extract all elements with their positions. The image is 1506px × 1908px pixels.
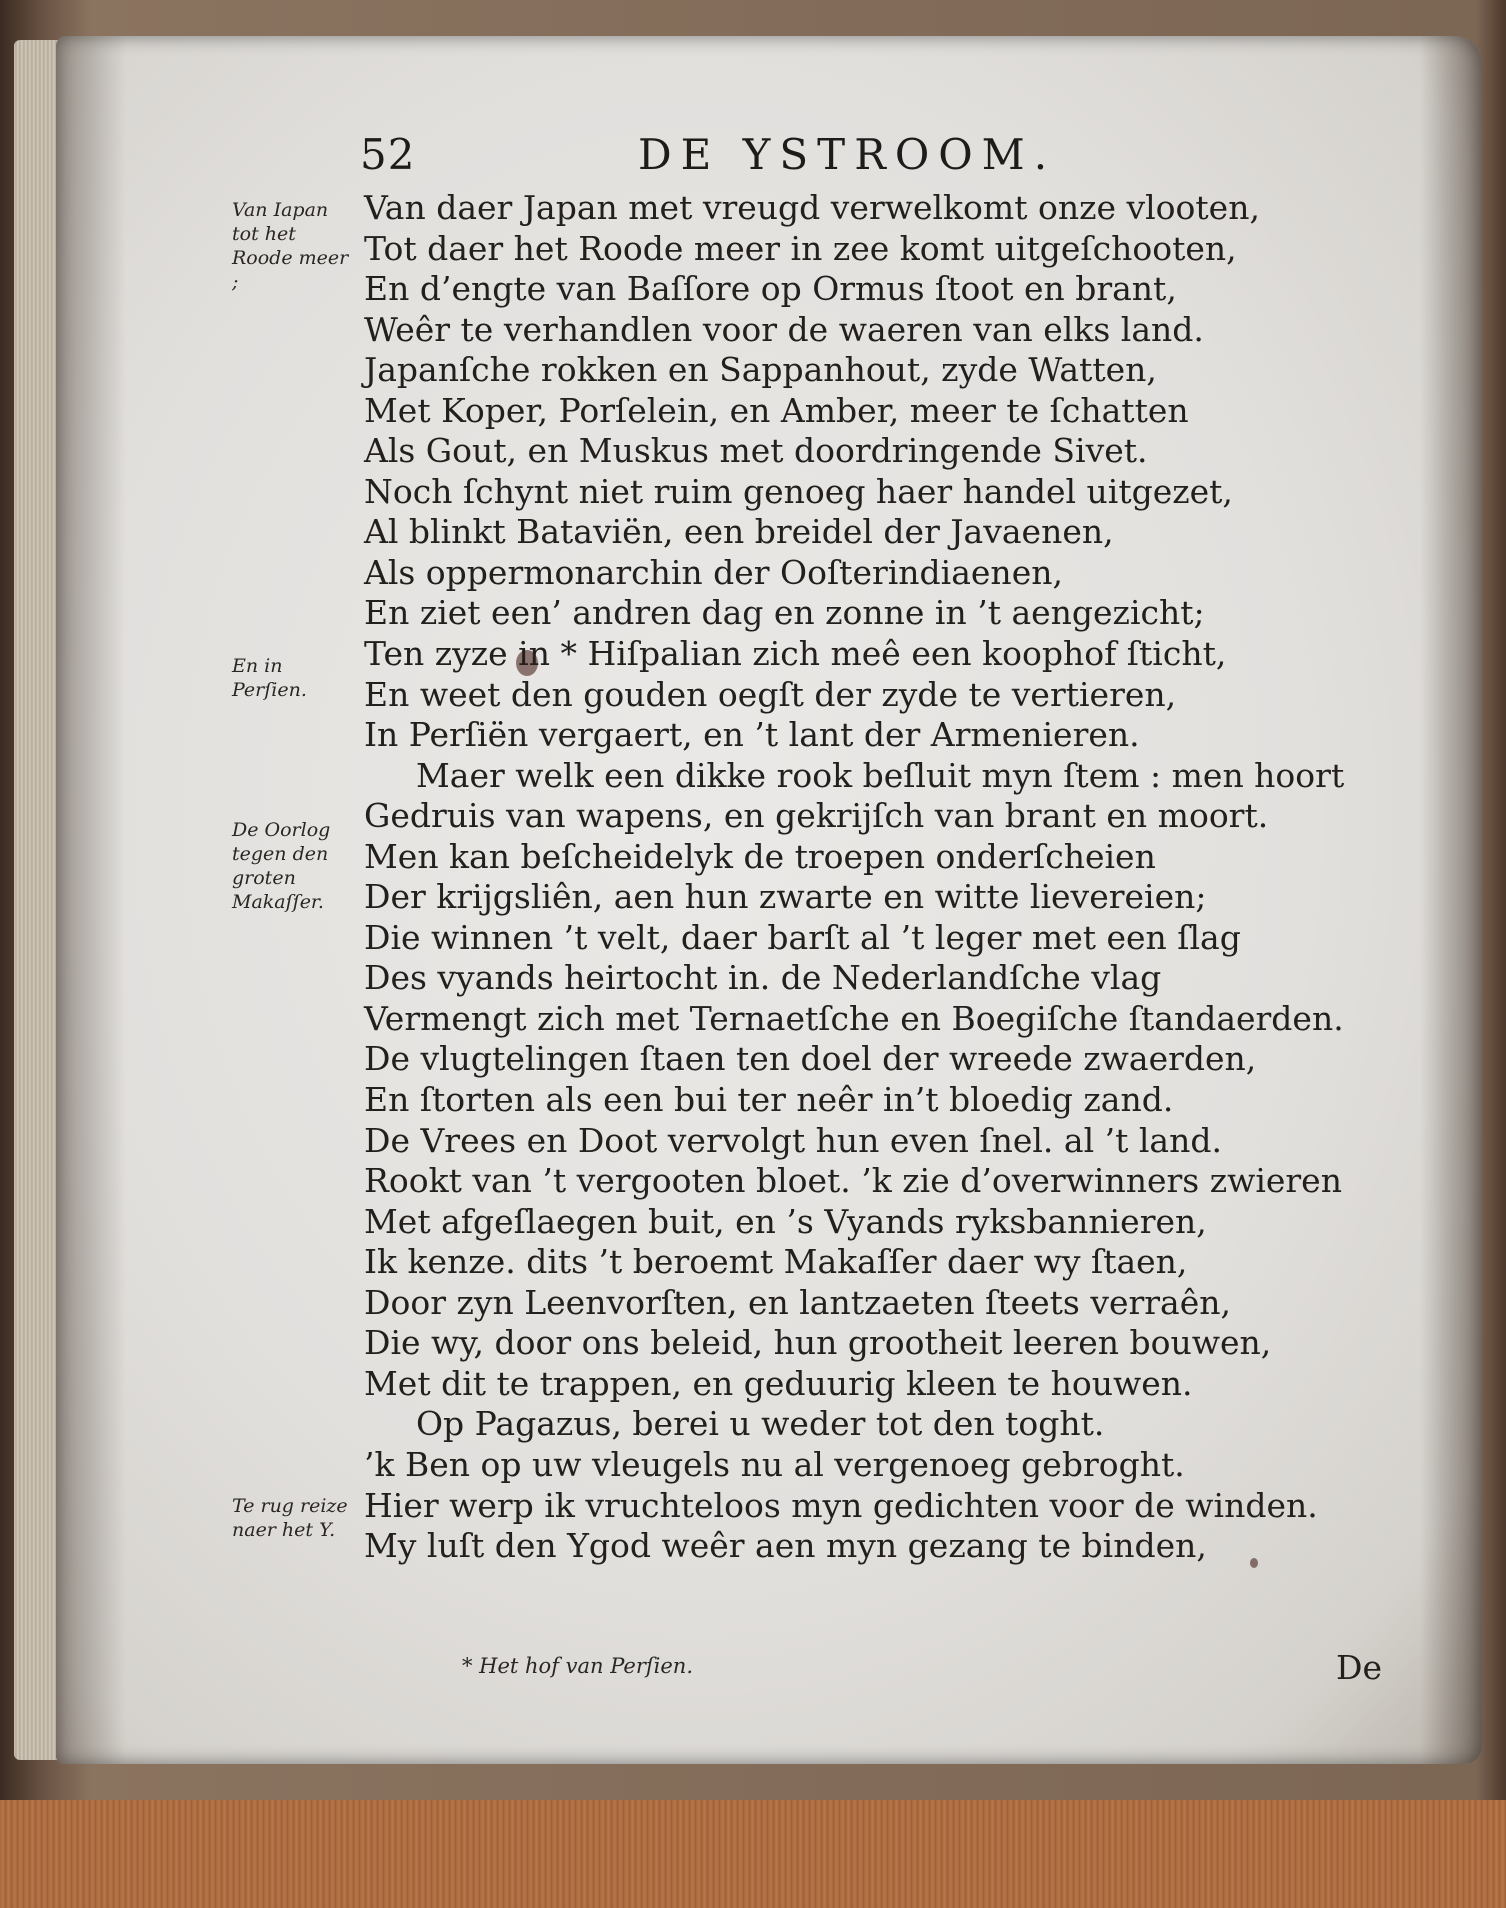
margin-note: Te rug reize naer het Y. xyxy=(232,1495,348,1541)
poem-line: ’k Ben op uw vleugels nu al vergenoeg gebroght. xyxy=(364,1444,1185,1484)
poem-line: De vlugtelingen ſtaen ten doel der wreede zwaerden, xyxy=(364,1039,1257,1079)
poem-line: Vermengt zich met Ternaetſche en Boegiſche ſtandaerden. xyxy=(364,998,1344,1038)
poem-line: En ſtorten als een bui ter neêr in’t bloedig zand. xyxy=(364,1080,1174,1120)
poem-line: En ziet een’ andren dag en zonne in ’t aengezicht; xyxy=(364,593,1205,633)
poem-line: Als Gout, en Muskus met doordringende Sivet. xyxy=(364,431,1148,471)
poem-line: Japanſche rokken en Sappanhout, zyde Watten, xyxy=(364,350,1157,390)
poem-line: Gedruis van wapens, en gekrijſch van brant en moort. xyxy=(364,796,1269,836)
poem-line: En weet den gouden oegſt der zyde te vertieren, xyxy=(364,674,1177,714)
poem-line: Noch ſchynt niet ruim genoeg haer handel uitgezet, xyxy=(364,471,1233,511)
poem-line: Maer welk een dikke rook beſluit myn ſtem : men hoort xyxy=(416,755,1345,795)
poem-line: Met Koper, Porſelein, en Amber, meer te ſchatten xyxy=(364,390,1189,430)
cloth-backdrop xyxy=(0,1800,1506,1908)
poem-line: Met afgeſlaegen buit, en ’s Vyands ryksbannieren, xyxy=(364,1201,1207,1241)
poem-line: Hier werp ik vruchteloos myn gedichten voor de winden. xyxy=(364,1485,1318,1525)
footnote: * Het hof van Perſien. xyxy=(462,1654,693,1678)
poem-line: Met dit te trappen, en geduurig kleen te houwen. xyxy=(364,1363,1193,1403)
poem-line: Die wy, door ons beleid, hun grootheit leeren bouwen, xyxy=(364,1323,1272,1363)
margin-note: Van Iapan tot het Roode meer ; xyxy=(232,199,349,293)
catchword: De xyxy=(1336,1648,1382,1687)
poem-line: In Perſiën vergaert, en ’t lant der Armenieren. xyxy=(364,715,1140,755)
poem-line: Van daer Japan met vreugd verwelkomt onze vlooten, xyxy=(364,188,1260,227)
gutter-shadow xyxy=(56,36,126,1764)
poem-line: Ten zyze in * Hiſpalian zich meê een koophof ſticht, xyxy=(364,634,1227,674)
poem-text xyxy=(364,188,1394,1567)
page-header xyxy=(360,130,1240,190)
poem-line: Tot daer het Roode meer in zee komt uitgeſchooten, xyxy=(364,228,1237,268)
poem-line: Weêr te verhandlen voor de waeren van elks land. xyxy=(364,309,1204,349)
poem-line: Die winnen ’t velt, daer barſt al ’t leger met een ſlag xyxy=(364,917,1241,957)
running-title: DE YSTROOM. xyxy=(638,130,1057,179)
margin-note: De Oorlog tegen den groten Makaſſer. xyxy=(232,819,331,913)
poem-line: Als oppermonarchin der Ooſterindiaenen, xyxy=(364,552,1063,592)
poem-line: Rookt van ’t vergooten bloet. ’k zie d’overwinners zwieren xyxy=(364,1161,1342,1201)
poem-line: Al blinkt Bataviën, een breidel der Javaenen, xyxy=(364,512,1114,552)
poem-line: Op Pagazus, berei u weder tot den toght. xyxy=(416,1404,1105,1444)
poem-line: My luſt den Ygod weêr aen myn gezang te binden, xyxy=(364,1526,1207,1566)
poem-line: Door zyn Leenvorſten, en lantzaeten ſteets verraên, xyxy=(364,1282,1232,1322)
page-number: 52 xyxy=(360,130,416,179)
margin-note: En in Perſien. xyxy=(232,655,307,701)
poem-line: Ik kenze. dits ’t beroemt Makaſſer daer wy ſtaen, xyxy=(364,1242,1188,1282)
poem-line: Des vyands heirtocht in. de Nederlandſche vlag xyxy=(364,958,1162,998)
poem-line: Der krijgsliên, aen hun zwarte en witte lievereien; xyxy=(364,877,1207,917)
page-curl-shadow xyxy=(1420,36,1482,1764)
poem-line: Men kan beſcheidelyk de troepen onderſcheien xyxy=(364,836,1156,876)
poem-line: En d’engte van Baſſore op Ormus ſtoot en brant, xyxy=(364,269,1177,309)
poem-line: De Vrees en Doot vervolgt hun even ſnel. al ’t land. xyxy=(364,1120,1222,1160)
